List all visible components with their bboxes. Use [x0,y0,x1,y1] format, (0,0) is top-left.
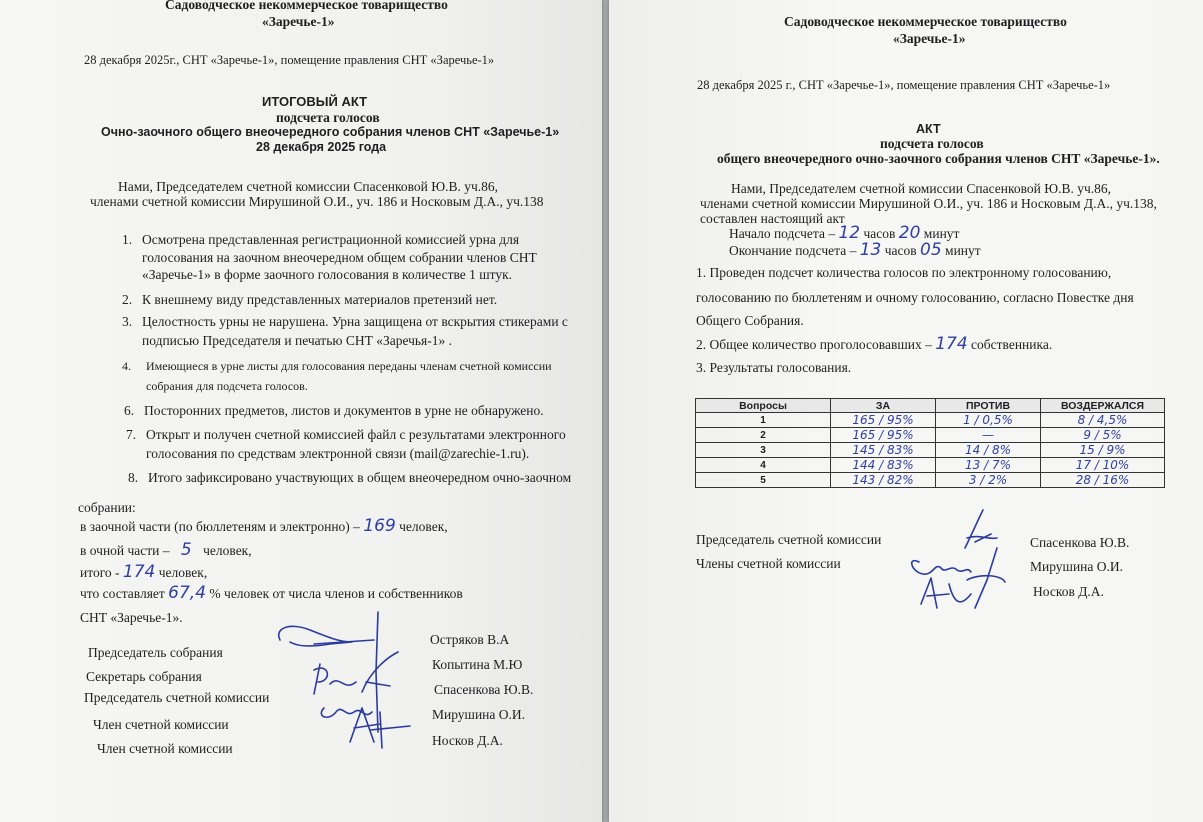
ochno-label: в очной части – [80,543,170,558]
voters-total-line [696,336,1052,353]
role-label: Председатель собрания [88,645,223,660]
question-number: 1 [696,413,831,428]
item-text: Открыт и получен счетной комиссией файл с результатами электронного [146,427,566,442]
votes-for: 145 / 83% [831,443,936,458]
table-row [696,443,1165,458]
item-text: подписью Председателя и печатью СНТ «Заречья-1» . [142,333,453,348]
item-text: собрании: [78,500,136,515]
question-number: 2 [696,428,831,443]
votes-for: 165 / 95% [831,413,936,428]
votes-abstain: 17 / 10% [1041,458,1165,473]
voting-results-table [695,398,1165,488]
total-unit: человек, [158,565,208,580]
votes-abstain: 8 / 4,5% [1041,413,1165,428]
zaochno-label: в заочной части (по бюллетеням и электронно) – [80,519,360,534]
votes-against: 14 / 8% [936,443,1041,458]
question-number: 5 [696,473,831,488]
votes-for: 143 / 82% [831,473,936,488]
right-document-page [609,0,1203,822]
voters-total-label: 2. Общее количество проголосовавших – [696,337,932,352]
count-end-minutes: 05 [920,240,942,260]
question-number: 4 [696,458,831,473]
table-row [696,428,1165,443]
count-start-label: Начало подсчета – [729,226,836,241]
doc-date: 28 декабря 2025 года [256,140,387,154]
votes-abstain: 28 / 16% [1041,473,1165,488]
votes-against: — [936,428,1041,443]
doc-title: АКТ [916,122,941,136]
paragraph-line: 3. Результаты голосования. [696,360,852,375]
role-label: Член счетной комиссии [93,717,229,732]
percent-label: что составляет [80,586,165,601]
voters-total-unit: собственника. [971,337,1053,352]
column-header: ЗА [831,399,936,413]
role-label: Председатель счетной комиссии [696,532,882,547]
intro-line: членами счетной комиссии Мирушиной О.И., уч. 186 и Носковым Д.А., уч.138, [700,196,1157,211]
count-end-label: Окончание подсчета – [729,243,857,258]
percent-value: 67,4 [168,583,207,603]
item-text: Посторонних предметов, листов и документов в урне не обнаружено. [144,403,544,418]
item-number: 4. [122,359,131,373]
column-header: Вопросы [696,399,831,413]
doc-subtitle: подсчета голосов [880,136,984,151]
role-label: Член счетной комиссии [97,741,233,756]
snt-name: СНТ «Заречье-1». [80,610,183,625]
total-line [80,564,207,581]
votes-against: 13 / 7% [936,458,1041,473]
org-short-name: «Заречье-1» [893,31,966,46]
signer-name: Спасенкова Ю.В. [434,682,534,697]
percent-text: % человек от числа членов и собственников [209,586,463,601]
column-header: ПРОТИВ [936,399,1041,413]
votes-against: 3 / 2% [936,473,1041,488]
table-row [696,473,1165,488]
item-text: собрания для подсчета голосов. [146,379,308,393]
org-short-name: «Заречье-1» [262,14,335,29]
item-text: Целостность урны не нарушена. Урна защищена от вскрытия стикерами с [142,314,568,329]
doc-subtitle: подсчета голосов [276,110,380,125]
signer-name: Остряков В.А [430,632,510,647]
org-name: Садоводческое некоммерческое товарищество [165,0,448,12]
votes-against: 1 / 0,5% [936,413,1041,428]
votes-for: 144 / 83% [831,458,936,473]
intro-line: Нами, Председателем счетной комиссии Спасенковой Ю.В. уч.86, [731,181,1112,196]
voters-total-count: 174 [935,334,968,354]
ochno-unit: человек, [203,543,252,558]
ochno-count: 5 [180,540,192,560]
hours-label: часов [884,243,917,258]
count-start-hours: 12 [838,223,861,243]
zaochno-count: 169 [363,516,396,536]
org-name: Садоводческое некоммерческое товарищество [784,14,1067,29]
doc-subtitle-meeting: Очно-заочного общего внеочередного собрания членов СНТ «Заречье-1» [101,125,560,139]
item-number: 1. [122,232,133,247]
role-label: Члены счетной комиссии [696,556,841,571]
question-number: 3 [696,443,831,458]
minutes-label: минут [945,243,981,258]
item-text: Имеющиеся в урне листы для голосования переданы членам счетной комиссии [146,359,552,373]
item-text: голосования по средствам электронной связи (mail@zarechie-1.ru). [146,446,530,461]
item-text: К внешнему виду представленных материалов претензий нет. [142,292,498,307]
count-end-hours: 13 [859,240,882,260]
item-text: голосования на заочном внеочередном общем собрании членов СНТ [142,250,537,265]
signatures-left [270,612,430,762]
item-text: Итого зафиксировано участвующих в общем внеочередном очно-заочном [148,470,572,485]
votes-abstain: 15 / 9% [1041,443,1165,458]
signer-name: Копытина М.Ю [432,657,523,672]
intro-line: членами счетной комиссии Мирушиной О.И., уч. 186 и Носковым Д.А., уч.138 [90,194,544,209]
item-number: 8. [128,470,139,485]
zaochno-line [80,518,448,535]
count-start-minutes: 20 [898,223,921,243]
ochno-line [80,542,252,559]
place-date: 28 декабря 2025 г., СНТ «Заречье-1», помещение правления СНТ «Заречье-1» [697,78,1111,92]
total-label: итого - [80,565,120,580]
paragraph-line: Общего Собрания. [696,313,804,328]
signer-name: Мирушина О.И. [1030,559,1124,574]
minutes-label: минут [923,226,960,241]
signer-name: Мирушина О.И. [432,707,526,722]
count-end-line [729,242,981,259]
hours-label: часов [863,226,896,241]
signer-name: Носков Д.А. [432,733,503,748]
item-number: 2. [122,292,133,307]
item-text: «Заречье-1» в форме заочного голосования в количестве 1 штук. [142,267,513,282]
table-header-row [696,399,1165,413]
signer-name: Носков Д.А. [1033,584,1104,599]
doc-subtitle-meeting: общего внеочередного очно-заочного собрания членов СНТ «Заречье-1». [717,151,1160,166]
votes-abstain: 9 / 5% [1041,428,1165,443]
votes-for: 165 / 95% [831,428,936,443]
intro-line: Нами, Председателем счетной комиссии Спасенковой Ю.В. уч.86, [118,179,499,194]
role-label: Секретарь собрания [86,669,202,684]
zaochno-unit: человек, [399,519,448,534]
intro-line: составлен настоящий акт [700,211,845,226]
paragraph-line: голосованию по бюллетеням и очному голосованию, согласно Повестке дня [696,290,1134,305]
doc-title: ИТОГОВЫЙ АКТ [262,94,368,109]
role-label: Председатель счетной комиссии [84,690,270,705]
item-text: Осмотрена представленная регистрационной комиссией урна для [142,232,520,247]
place-date: 28 декабря 2025г., СНТ «Заречье-1», помещение правления СНТ «Заречье-1» [84,53,495,67]
table-row [696,413,1165,428]
column-header: ВОЗДЕРЖАЛСЯ [1041,399,1165,413]
item-number: 6. [124,403,135,418]
table-row [696,458,1165,473]
percent-line [80,585,463,602]
paragraph-line: 1. Проведен подсчет количества голосов по электронному голосованию, [696,265,1112,280]
signatures-right [905,508,1025,618]
total-count: 174 [122,562,156,582]
item-number: 7. [126,427,137,442]
signer-name: Спасенкова Ю.В. [1030,535,1130,550]
item-number: 3. [122,314,133,329]
